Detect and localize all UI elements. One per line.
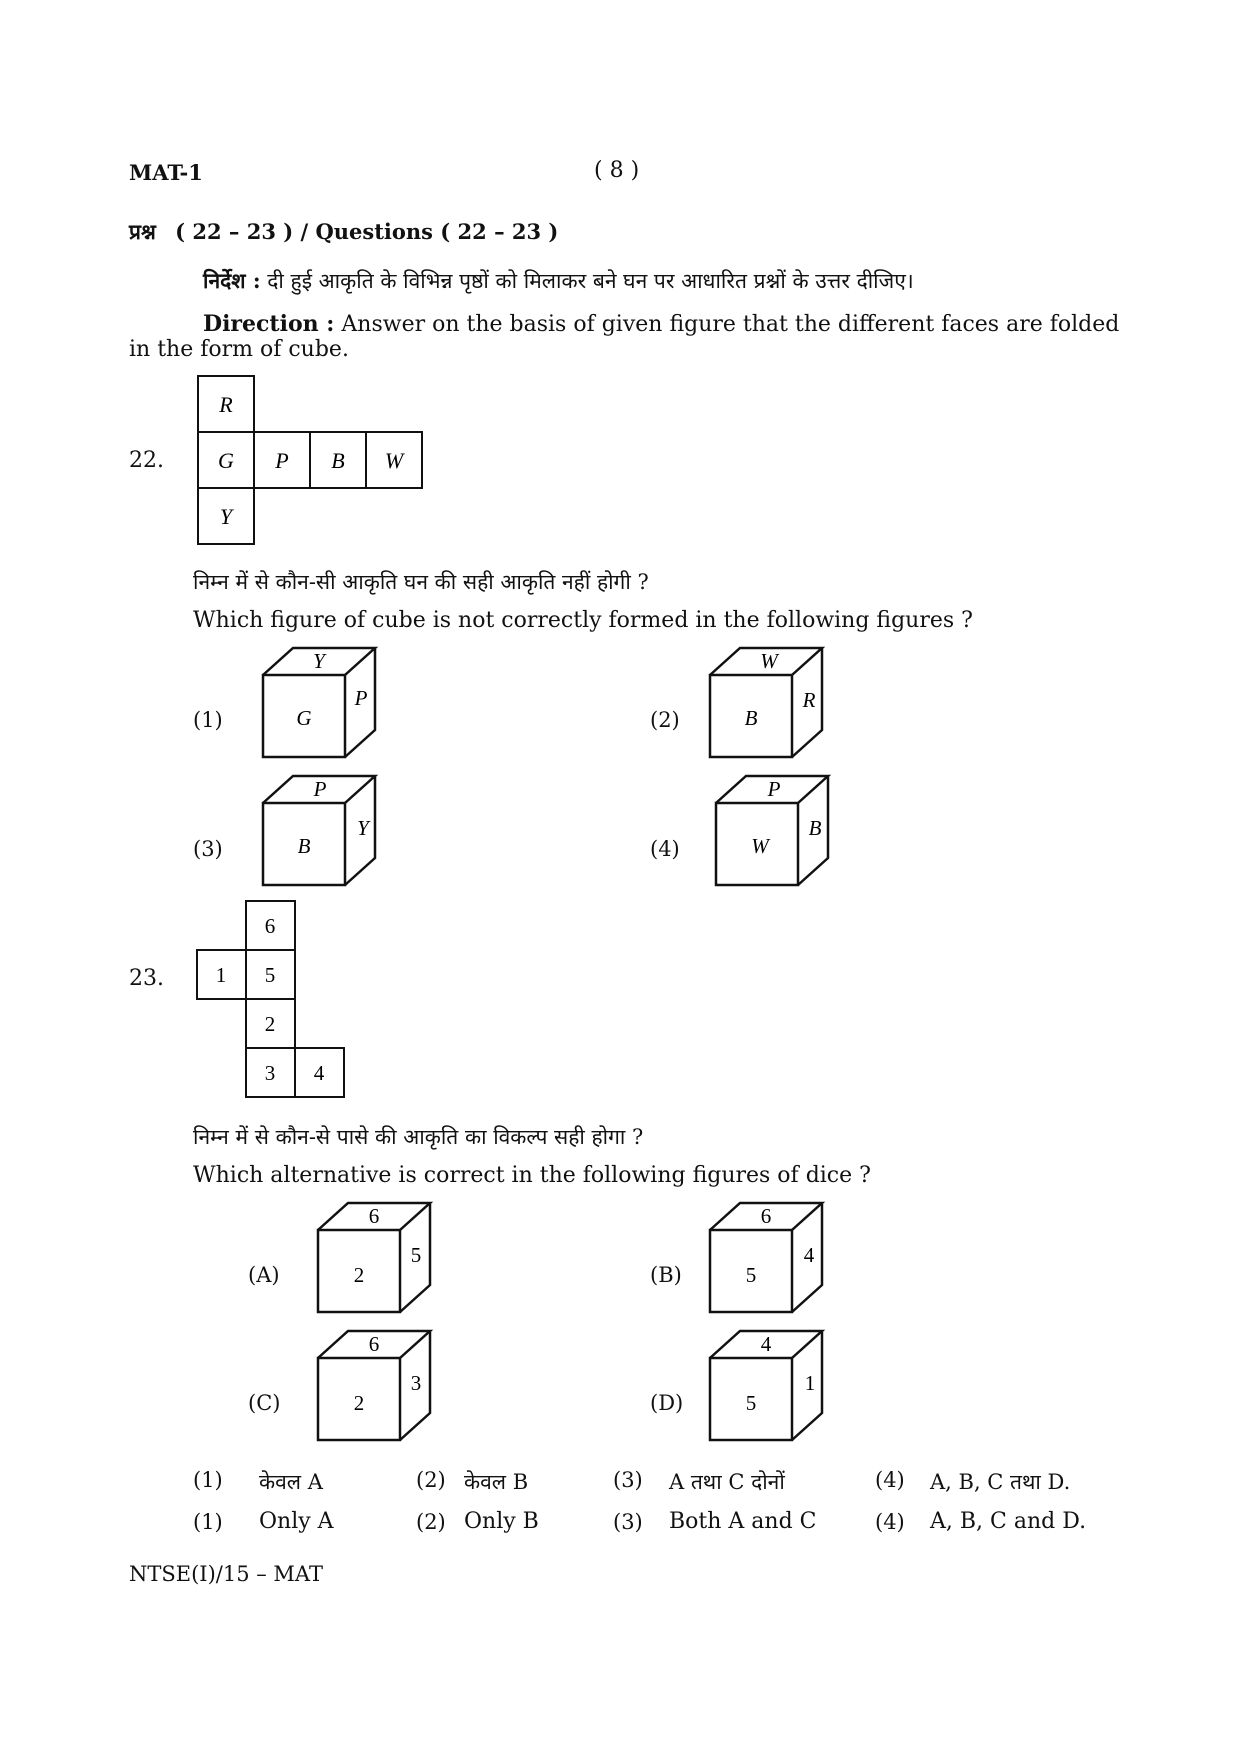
direction-english-line1 <box>203 311 1119 337</box>
direction-hindi <box>203 267 914 295</box>
cube-front-face: G <box>296 706 312 730</box>
section-title-hindi: प्रश्न <box>129 219 156 244</box>
net-face-label: 1 <box>215 963 227 987</box>
net-face-label: G <box>218 448 234 473</box>
cube-top-face: P <box>313 777 327 801</box>
q22-cube-net <box>195 373 430 548</box>
net-face-label: R <box>219 392 233 417</box>
answer-number: (3) <box>613 1510 643 1534</box>
cube-side-face: B <box>808 816 822 840</box>
q23-figure-label: (A) <box>248 1263 280 1287</box>
q22-option-4-cube <box>713 773 838 891</box>
cube-top-face: W <box>760 649 778 673</box>
answer-text-english: A, B, C and D. <box>930 1509 1087 1534</box>
direction-hindi-label: निर्देश : <box>203 268 261 293</box>
q23-figure-b-cube <box>707 1200 832 1318</box>
cube-front-face: B <box>744 706 758 730</box>
section-title-english: ( 22 – 23 ) / Questions ( 22 – 23 ) <box>175 219 559 244</box>
cube-top-face: 6 <box>368 1332 380 1356</box>
cube-side-face: 5 <box>410 1243 422 1267</box>
net-face-label: 2 <box>264 1012 276 1036</box>
cube-front-face: 5 <box>745 1391 757 1415</box>
net-face-label: 6 <box>264 914 276 938</box>
net-face-label: B <box>331 448 345 473</box>
answer-number: (2) <box>416 1510 446 1534</box>
cube-front-face: W <box>751 834 769 858</box>
cube-front-face: 2 <box>353 1391 365 1415</box>
cube-top-face: P <box>767 777 781 801</box>
direction-hindi-text: दी हुई आकृति के विभिन्न पृष्ठों को मिलाकर बने घन पर आधारित प्रश्नों के उत्तर दीजिए। <box>267 269 914 293</box>
q22-option-3-cube <box>260 773 385 891</box>
answer-text-english: Only B <box>464 1509 539 1534</box>
direction-english-label: Direction : <box>203 311 335 337</box>
answer-number: (2) <box>416 1468 446 1492</box>
cube-top-face: 4 <box>760 1332 772 1356</box>
answer-number: (4) <box>875 1510 905 1534</box>
q23-figure-c-cube <box>315 1328 440 1446</box>
direction-english-text: Answer on the basis of given figure that the different faces are folded <box>341 312 1120 337</box>
answer-text-hindi: केवल B <box>464 1470 529 1494</box>
q22-option-1-cube <box>260 645 385 763</box>
q23-figure-label: (C) <box>248 1391 281 1415</box>
cube-top-face: Y <box>313 649 325 673</box>
q22-question-hindi: निम्न में से कौन-सी आकृति घन की सही आकृति नहीं होगी ? <box>193 570 649 594</box>
q22-option-label: (3) <box>193 837 223 861</box>
cube-side-face: R <box>802 688 816 712</box>
net-face-label: P <box>275 448 289 473</box>
q23-question-english: Which alternative is correct in the following figures of dice ? <box>193 1163 871 1188</box>
cube-side-face: 3 <box>410 1371 422 1395</box>
answer-number: (1) <box>193 1468 223 1492</box>
q22-option-label: (4) <box>650 837 680 861</box>
question-22-number: 22. <box>129 448 164 473</box>
q23-figure-a-cube <box>315 1200 440 1318</box>
cube-side-face: Y <box>357 816 369 840</box>
answer-text-english: Both A and C <box>669 1509 817 1534</box>
cube-side-face: P <box>354 686 368 710</box>
cube-top-face: 6 <box>760 1204 772 1228</box>
net-face-label: 5 <box>264 963 276 987</box>
answer-number: (1) <box>193 1510 223 1534</box>
cube-front-face: 5 <box>745 1263 757 1287</box>
answer-number: (3) <box>613 1468 643 1492</box>
direction-english-line2: in the form of cube. <box>129 337 349 362</box>
question-23-number: 23. <box>129 966 164 991</box>
q23-figure-label: (D) <box>650 1391 684 1415</box>
q23-figure-d-cube <box>707 1328 832 1446</box>
page-number: ( 8 ) <box>594 158 640 183</box>
footer-code: NTSE(I)/15 – MAT <box>129 1562 323 1586</box>
q23-question-hindi: निम्न में से कौन-से पासे की आकृति का विकल्प सही होगा ? <box>193 1125 644 1149</box>
section-title <box>129 218 558 246</box>
q22-question-english: Which figure of cube is not correctly formed in the following figures ? <box>193 608 973 633</box>
answer-number: (4) <box>875 1468 905 1492</box>
cube-front-face: 2 <box>353 1263 365 1287</box>
answer-text-hindi: केवल A <box>259 1470 323 1494</box>
answer-text-hindi: A तथा C दोनों <box>669 1470 785 1494</box>
cube-side-face: 1 <box>804 1371 816 1395</box>
net-face-label: 4 <box>313 1061 325 1085</box>
answer-text-english: Only A <box>259 1509 334 1534</box>
cube-side-face: 4 <box>803 1243 815 1267</box>
net-face-label: W <box>384 448 404 473</box>
net-face-label: Y <box>219 504 233 529</box>
q23-figure-label: (B) <box>650 1263 682 1287</box>
q22-option-label: (1) <box>193 708 223 732</box>
q22-option-label: (2) <box>650 708 680 732</box>
net-face-label: 3 <box>264 1061 276 1085</box>
cube-top-face: 6 <box>368 1204 380 1228</box>
answer-text-hindi: A, B, C तथा D. <box>930 1470 1071 1494</box>
q22-option-2-cube <box>707 645 832 763</box>
cube-front-face: B <box>297 834 311 858</box>
q23-dice-net <box>194 898 349 1103</box>
exam-code: MAT-1 <box>129 160 203 185</box>
